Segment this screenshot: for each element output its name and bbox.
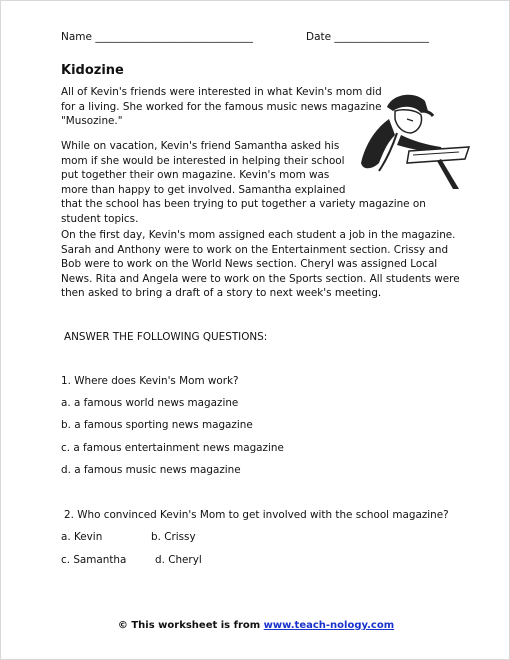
question-1-option-c: c. a famous entertainment news magazine <box>61 442 284 454</box>
question-2-prompt: 2. Who convinced Kevin's Mom to get involved with the school magazine? <box>64 509 449 521</box>
question-1-option-d: d. a famous music news magazine <box>61 464 241 476</box>
paragraph-line: then asked to bring a draft of a story to next week's meeting. <box>61 287 382 300</box>
paragraph-1 <box>61 85 382 129</box>
paragraph-line: that the school has been trying to put together a variety magazine on <box>61 198 426 211</box>
face-shape <box>395 110 422 133</box>
date-field: Date __________________ <box>306 31 429 43</box>
question-2-option-c: c. Samantha <box>61 554 127 566</box>
instructions-heading: ANSWER THE FOLLOWING QUESTIONS: <box>64 331 268 343</box>
question-1-option-b: b. a famous sporting news magazine <box>61 419 253 431</box>
paragraph-line: News. Rita and Angela were to work on the Sports section. All students were <box>61 272 460 285</box>
paragraph-line: "Musozine." <box>61 115 123 128</box>
question-2-option-d: d. Cheryl <box>155 554 202 566</box>
desk-leg <box>437 159 459 189</box>
footer-credit <box>1 620 510 631</box>
paragraph-2 <box>61 139 426 227</box>
question-1-prompt: 1. Where does Kevin's Mom work? <box>61 375 239 387</box>
footer-prefix: © This worksheet is from <box>117 620 264 631</box>
paragraph-line: Bob were to work on the World News section. Cheryl was assigned Local <box>61 258 438 271</box>
paragraph-line: On the first day, Kevin's mom assigned each student a job in the magazine. <box>61 229 456 241</box>
question-2-option-b: b. Crissy <box>151 531 196 543</box>
paragraph-line: student topics. <box>61 212 139 225</box>
paragraph-line: more than happy to get involved. Samantha explained <box>61 183 346 196</box>
worksheet-title: Kidozine <box>61 63 124 78</box>
paragraph-line: All of Kevin's friends were interested in what Kevin's mom did <box>61 86 382 98</box>
cap-brim <box>421 111 433 116</box>
paragraph-line: mom if she would be interested in helping their school <box>61 154 345 167</box>
paragraph-3 <box>61 228 460 301</box>
footer-link[interactable]: www.teach-nology.com <box>263 620 395 631</box>
paragraph-line: for a living. She worked for the famous music news magazine <box>61 100 382 113</box>
paragraph-line: While on vacation, Kevin's friend Samantha asked his <box>61 140 340 152</box>
question-2-option-a: a. Kevin <box>61 531 103 543</box>
name-field: Name ______________________________ <box>61 31 253 43</box>
paragraph-line: Sarah and Anthony were to work on the Entertainment section. Crissy and <box>61 243 449 256</box>
paragraph-line: put together their own magazine. Kevin's mom was <box>61 169 330 182</box>
question-1-option-a: a. a famous world news magazine <box>61 397 239 409</box>
